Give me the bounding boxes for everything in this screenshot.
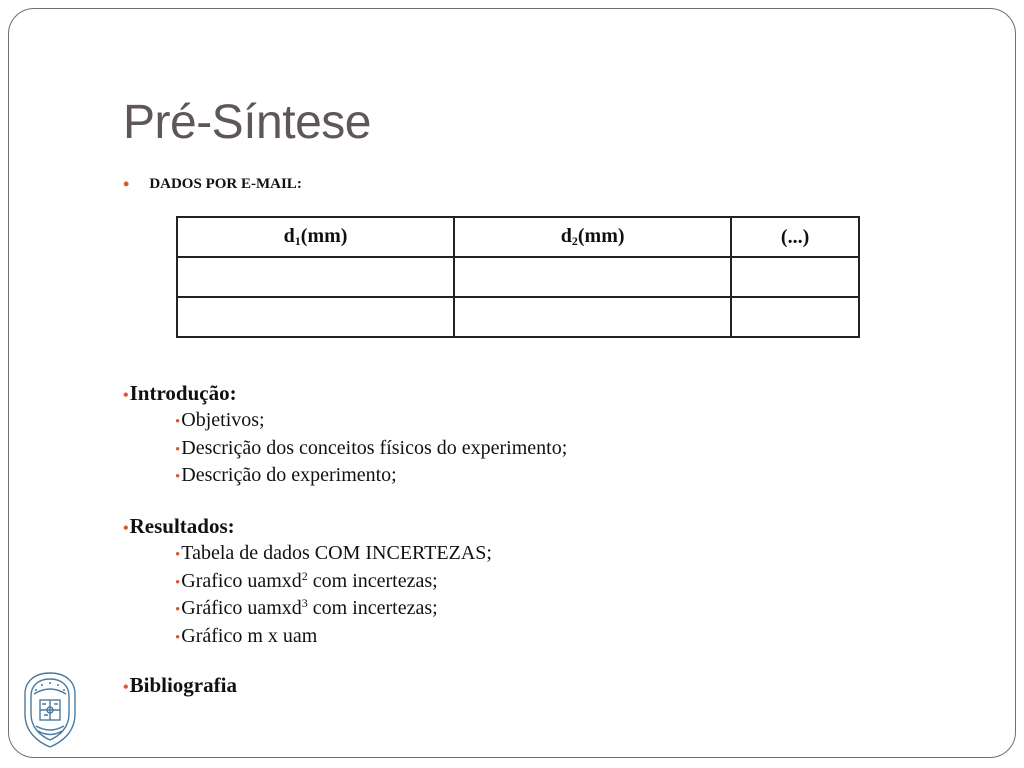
table-header-d2: $d_2(mm)$	[454, 217, 731, 257]
table-cell	[454, 297, 731, 337]
section-heading: •Introdução:	[123, 381, 237, 405]
table-cell	[454, 257, 731, 297]
section-introducao	[123, 379, 567, 490]
table-row	[177, 257, 859, 297]
bullet-marker: •	[123, 174, 130, 194]
section-heading: •Resultados:	[123, 514, 235, 538]
measurement-table	[176, 216, 860, 338]
table-header-d1: $d_1(mm)$	[177, 217, 454, 257]
table-cell	[731, 297, 859, 337]
list-item: •Grafico uamxd$^2$ com incertezas;	[175, 568, 438, 592]
list-item: •Descrição do experimento;	[175, 464, 397, 486]
section-resultados	[123, 512, 492, 650]
table-cell	[177, 297, 454, 337]
list-item: •Tabela de dados COM INCERTEZAS;	[175, 542, 492, 564]
list-item: •Gráfico uamxd$^3$ com incertezas;	[175, 596, 438, 619]
email-data-bullet	[123, 175, 302, 193]
list-item: •Gráfico m x uam	[175, 624, 318, 647]
table-row	[177, 297, 859, 337]
list-item: •Objetivos;	[175, 409, 265, 431]
list-item: •Descrição dos conceitos físicos do experimento;	[175, 436, 568, 459]
slide-frame	[8, 8, 1016, 758]
table-header-more: (...)	[731, 217, 859, 257]
table-cell	[177, 257, 454, 297]
slide-title: Pré-Síntese	[123, 96, 371, 149]
section-heading: •Bibliografia	[123, 673, 237, 697]
table-cell	[731, 257, 859, 297]
table-header-row	[177, 217, 859, 257]
university-seal-icon	[22, 670, 78, 750]
email-data-label: DADOS POR E-MAIL:	[149, 175, 302, 192]
section-bibliografia	[123, 671, 237, 699]
